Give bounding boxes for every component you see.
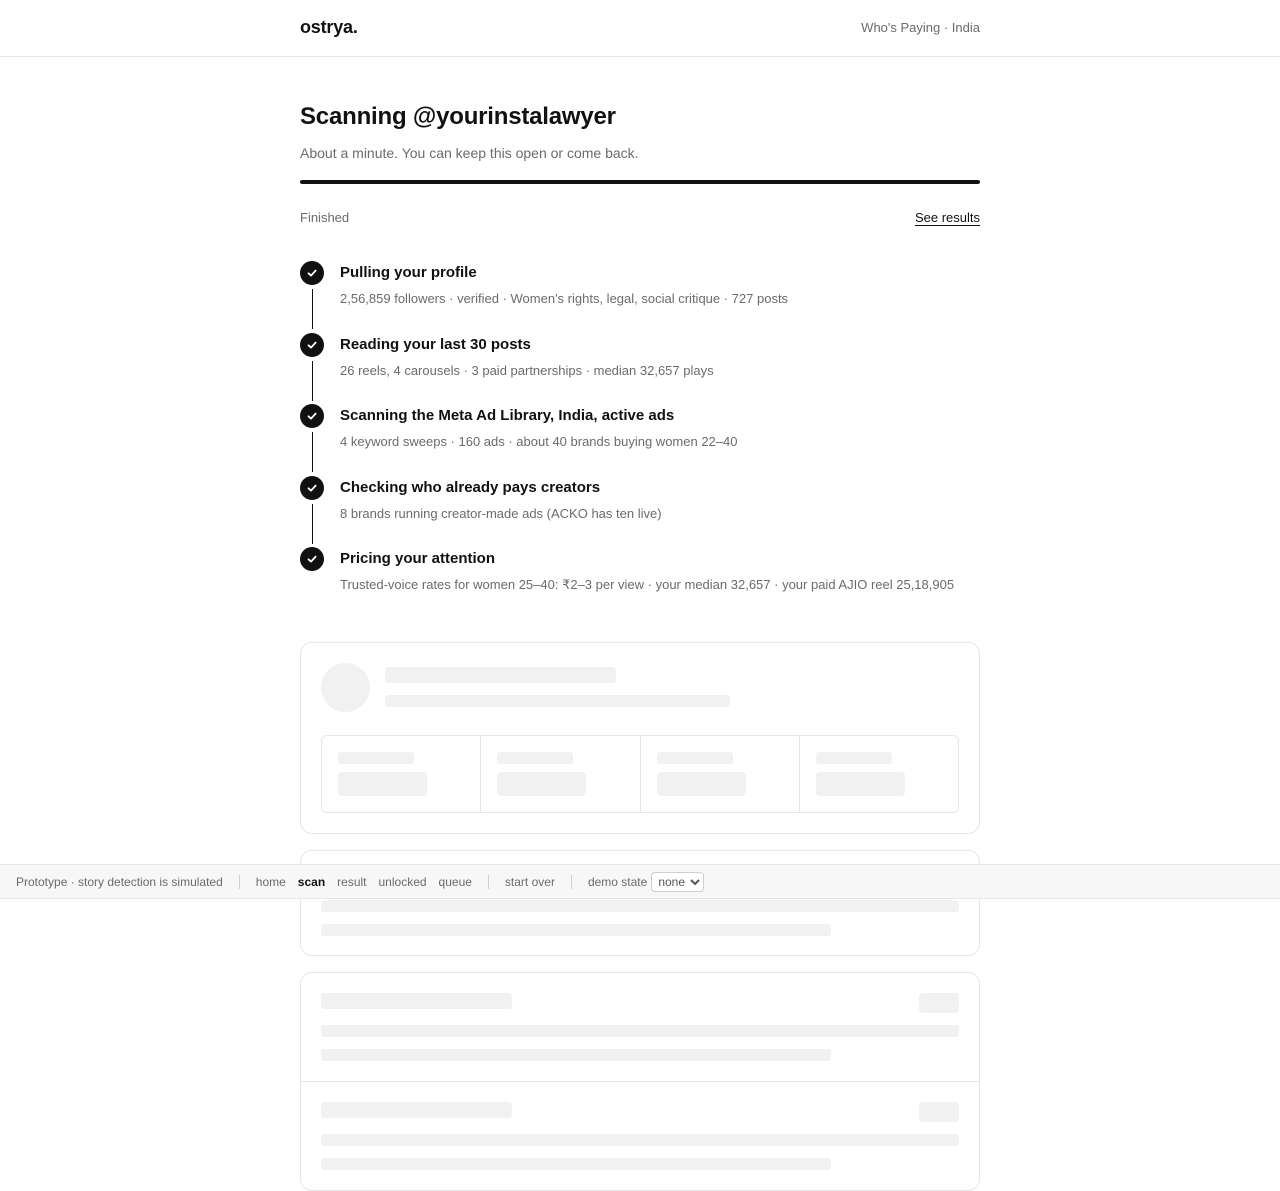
step-title: Reading your last 30 posts [340,335,531,353]
check-icon [306,482,318,494]
skeleton-stat [800,736,958,812]
prototype-note: Prototype · story detection is simulated [16,874,223,889]
skeleton-line [321,1158,831,1170]
skeleton-block [816,772,905,796]
skeleton-line [321,1102,512,1118]
scan-progress-bar [300,180,980,184]
dev-link-result[interactable]: result [337,874,367,889]
skeleton-badge [919,993,959,1013]
skeleton-line [497,752,573,764]
divider [488,875,489,889]
step-title: Scanning the Meta Ad Library, India, active ads [340,407,675,424]
scan-step [300,404,980,476]
step-detail: Trusted-voice rates for women 25–40: ₹2–3 per view · your median 32,657 · your paid AJIO reel 25,18,905 [340,577,955,592]
step-done-badge [300,547,324,571]
step-detail: 8 brands running creator-made ads (ACKO has ten live) [340,505,662,521]
divider [571,875,572,889]
skeleton-line [385,695,730,707]
check-icon [306,267,318,279]
step-done-badge [300,404,324,428]
skeleton-stats-row [321,735,959,813]
step-detail: 2,56,859 followers · verified · Women's rights, legal, social critique · 727 posts [340,291,789,306]
card-divider [301,1081,980,1082]
skeleton-line [321,1049,831,1061]
step-done-badge [300,333,324,357]
skeleton-block [657,772,746,796]
skeleton-line [657,752,733,764]
skeleton-avatar [321,663,370,712]
skeleton-profile-card [300,642,980,834]
scan-step [300,547,980,619]
step-connector [312,289,313,329]
step-connector [312,504,313,544]
step-title: Pricing your attention [340,550,496,567]
skeleton-line [321,1134,959,1146]
page-subtitle: About a minute. You can keep this open or come back. [300,145,639,161]
logo[interactable]: ostrya. [300,17,358,37]
dev-link-home[interactable]: home [255,874,286,889]
dev-link-queue[interactable]: queue [438,874,472,889]
step-done-badge [300,476,324,500]
top-bar [0,0,1280,57]
scan-progress-fill [300,180,980,184]
page-title: Scanning @yourinstalawyer [300,103,616,130]
divider [239,875,240,889]
skeleton-line [338,752,414,764]
step-done-badge [300,261,324,285]
scan-status: Finished [300,210,350,225]
step-connector [312,361,313,401]
dev-link-unlocked[interactable]: unlocked [378,874,427,889]
scan-step [300,476,980,548]
skeleton-line [321,993,512,1009]
check-icon [306,339,318,351]
start-over-link[interactable]: start over [504,874,555,889]
see-results-link[interactable]: See results [914,210,980,225]
skeleton-brands-card [300,972,980,1191]
skeleton-line [321,924,831,936]
header-meta: Who's Paying · India [861,20,980,35]
skeleton-stat [641,736,800,812]
demo-state-label: demo state [587,874,648,889]
demo-state-select[interactable] [651,872,704,892]
step-title: Pulling your profile [340,264,477,281]
dev-link-scan[interactable]: scan [297,874,326,889]
step-connector [312,432,313,472]
skeleton-line [816,752,892,764]
scan-steps [300,261,980,619]
skeleton-block [338,772,427,796]
skeleton-line [385,667,616,683]
skeleton-badge [919,1102,959,1122]
step-detail: 4 keyword sweeps · 160 ads · about 40 brands buying women 22–40 [340,434,738,449]
skeleton-line [321,900,959,912]
scan-step [300,333,980,405]
skeleton-line [321,1025,959,1037]
step-detail: 26 reels, 4 carousels · 3 paid partnerships · median 32,657 plays [340,362,714,378]
check-icon [306,553,318,565]
skeleton-stat [481,736,640,812]
skeleton-block [497,772,586,796]
step-title: Checking who already pays creators [340,478,601,496]
skeleton-stat [322,736,481,812]
scan-step [300,261,980,333]
check-icon [306,410,318,422]
prototype-dev-bar [0,864,1280,899]
